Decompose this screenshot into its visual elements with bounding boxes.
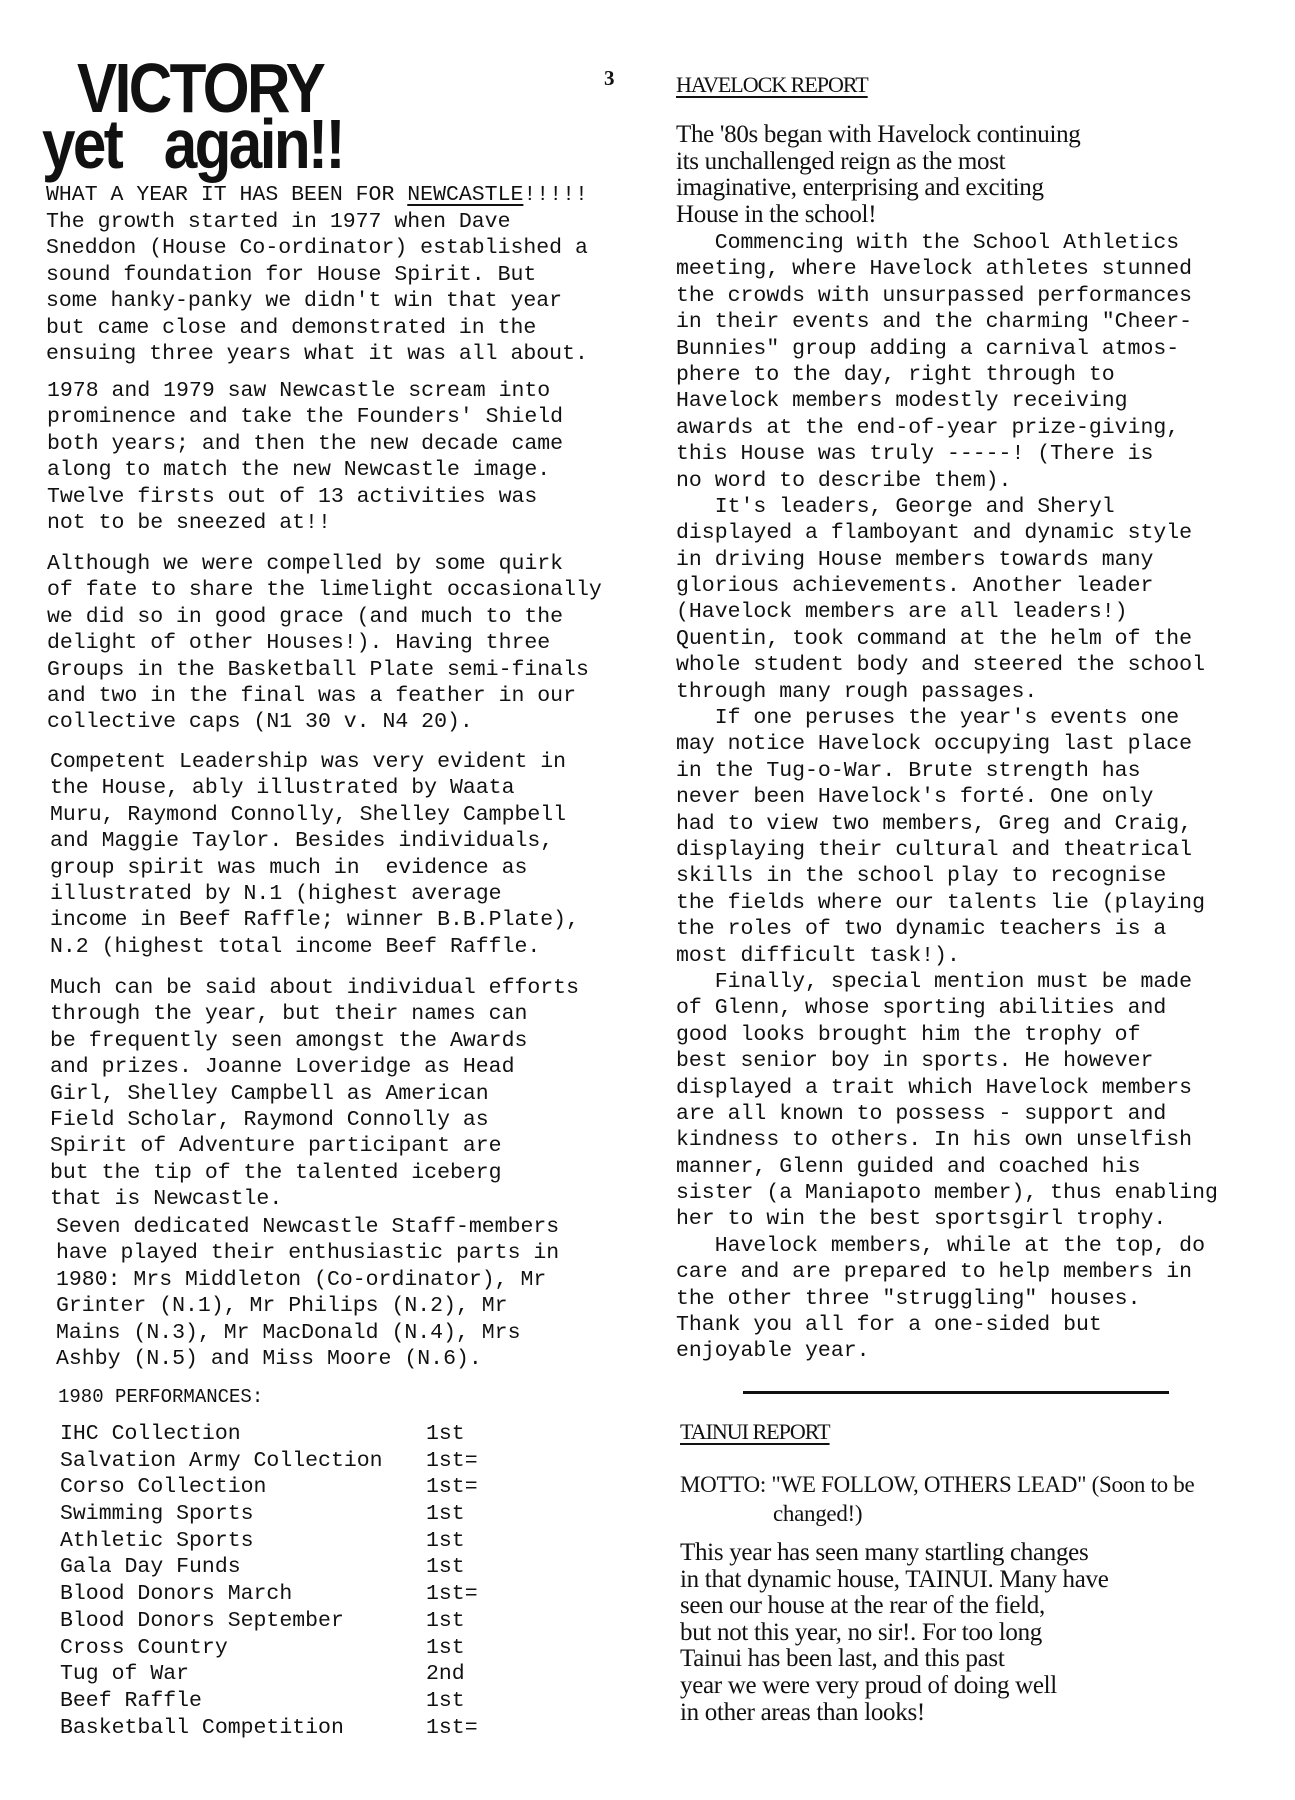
performance-event: Basketball Competition <box>60 1715 344 1740</box>
newcastle-intro <box>46 182 588 208</box>
text-line: meeting, where Havelock athletes stunned <box>676 257 1193 282</box>
performance-place: 1st <box>426 1688 465 1713</box>
performance-place: 1st <box>426 1422 465 1446</box>
performance-row <box>60 1715 478 1742</box>
text-line: displayed a trait which Havelock members <box>676 1075 1193 1100</box>
text-line: this House was truly -----! (There is <box>676 442 1154 467</box>
performance-event: Tug of War <box>60 1662 190 1687</box>
performance-event: Blood Donors March <box>60 1582 293 1607</box>
tainui-body <box>680 1540 1109 1726</box>
performance-place: 1st <box>426 1555 465 1580</box>
text-line: of fate to share the limelight occasionally <box>47 578 602 603</box>
text-line: Much can be said about individual efforts <box>50 976 579 1000</box>
text-line: never been Havelock's forté. One only <box>676 785 1154 810</box>
text-line: the roles of two dynamic teachers is a <box>676 917 1167 942</box>
text-line: illustrated by N.1 (highest average <box>50 881 502 906</box>
tainui-heading: TAINUI REPORT <box>680 1419 830 1444</box>
text-line: sister (a Maniapoto member), thus enabling <box>676 1181 1218 1206</box>
newcastle-para-3 <box>47 551 602 736</box>
newcastle-para-6 <box>56 1214 559 1372</box>
text-line: had to view two members, Greg and Craig, <box>676 811 1193 836</box>
text-line: It's leaders, George and Sheryl <box>676 494 1115 519</box>
text-line: not to be sneezed at!! <box>47 510 331 535</box>
text-line: and two in the final was a feather in our <box>47 683 576 708</box>
performance-row <box>60 1421 465 1448</box>
performance-event: Blood Donors September <box>60 1608 344 1633</box>
performance-row <box>60 1661 465 1688</box>
text-line: Havelock members modestly receiving <box>676 389 1128 414</box>
text-line: her to win the best sportsgirl trophy. <box>676 1207 1167 1232</box>
text-line: the House, ably illustrated by Waata <box>50 776 515 801</box>
text-line: displaying their cultural and theatrical <box>676 837 1193 862</box>
text-line: imaginative, enterprising and exciting <box>676 174 1044 202</box>
performance-place: 1st <box>426 1635 465 1660</box>
text-line: This year has seen many startling changes <box>680 1539 1089 1566</box>
text-line: prominence and take the Founders' Shield <box>47 405 564 430</box>
text-line: best senior boy in sports. He however <box>676 1049 1154 1074</box>
text-line: kindness to others. In his own unselfish <box>676 1128 1193 1153</box>
performance-row <box>60 1448 478 1475</box>
section-divider <box>743 1391 1169 1394</box>
newcastle-para-1 <box>46 209 588 367</box>
text-line: delight of other Houses!). Having three <box>47 631 551 656</box>
text-line: Spirit of Adventure participant are <box>50 1134 502 1159</box>
text-line: If one peruses the year's events one <box>676 706 1180 731</box>
headline-victory: VICTORY <box>77 49 324 127</box>
text-line: and prizes. Joanne Loveridge as Head <box>50 1055 515 1080</box>
text-line: through the year, but their names can <box>50 1002 528 1027</box>
text-line: in their events and the charming "Cheer- <box>676 310 1193 335</box>
intro-suffix: !!!!! <box>523 183 588 207</box>
headline-yet-again: yet again!! <box>42 105 343 183</box>
text-line: (Havelock members are all leaders!) <box>676 600 1128 625</box>
text-line: Sneddon (House Co-ordinator) established a <box>46 236 588 261</box>
text-line: Seven dedicated Newcastle Staff-members <box>56 1215 560 1239</box>
performance-event: Beef Raffle <box>60 1688 202 1713</box>
text-line: may notice Havelock occupying last place <box>676 732 1193 757</box>
text-line: both years; and then the new decade came <box>47 431 564 456</box>
text-line: care and are prepared to help members in <box>676 1260 1193 1285</box>
text-line: Grinter (N.1), Mr Philips (N.2), Mr <box>56 1294 508 1319</box>
performance-row <box>60 1688 465 1715</box>
performance-event: Gala Day Funds <box>60 1555 241 1580</box>
newcastle-para-2 <box>47 378 563 536</box>
text-line: good looks brought him the trophy of <box>676 1022 1141 1047</box>
performance-row <box>60 1635 465 1662</box>
newcastle-para-5 <box>50 975 579 1213</box>
performance-row <box>60 1581 478 1608</box>
text-line: in driving House members towards many <box>676 547 1154 572</box>
text-line: awards at the end-of-year prize-giving, <box>676 415 1180 440</box>
text-line: glorious achievements. Another leader <box>676 574 1154 599</box>
performance-event: Salvation Army Collection <box>60 1448 383 1473</box>
text-line: Ashby (N.5) and Miss Moore (N.6). <box>56 1346 482 1371</box>
text-line: but came close and demonstrated in the <box>46 315 537 340</box>
text-line: Competent Leadership was very evident in <box>50 750 567 774</box>
text-line: skills in the school play to recognise <box>676 864 1167 889</box>
text-line: Quentin, took command at the helm of the <box>676 626 1193 651</box>
text-line: 1978 and 1979 saw Newcastle scream into <box>47 379 551 403</box>
text-line: and Maggie Taylor. Besides individuals, <box>50 829 554 854</box>
text-line: Muru, Raymond Connolly, Shelley Campbell <box>50 802 567 827</box>
intro-newcastle: NEWCASTLE <box>407 183 524 207</box>
text-line: Bunnies" group adding a carnival atmos- <box>676 336 1180 361</box>
text-line: 1980: Mrs Middleton (Co-ordinator), Mr <box>56 1267 547 1292</box>
text-line: seen our house at the rear of the field, <box>680 1592 1045 1620</box>
text-line: but the tip of the talented iceberg <box>50 1160 502 1185</box>
text-line: income in Beef Raffle; winner B.B.Plate), <box>50 908 579 933</box>
text-line: have played their enthusiastic parts in <box>56 1241 560 1266</box>
performance-event: Corso Collection <box>60 1475 267 1500</box>
text-line: in that dynamic house, TAINUI. Many have <box>680 1565 1109 1593</box>
text-line: that is Newcastle. <box>50 1187 283 1212</box>
text-line: the crowds with unsurpassed performances <box>676 283 1193 308</box>
text-line: The '80s began with Havelock continuing <box>676 121 1081 148</box>
performance-event: Athletic Sports <box>60 1528 254 1553</box>
text-line: Havelock members, while at the top, do <box>676 1233 1205 1258</box>
text-line: are all known to possess - support and <box>676 1101 1167 1126</box>
text-line: through many rough passages. <box>676 679 1038 704</box>
performance-place: 1st <box>426 1608 465 1633</box>
performance-row <box>60 1554 465 1581</box>
text-line: Thank you all for a one-sided but <box>676 1313 1102 1338</box>
text-line: but not this year, no sir!. For too long <box>680 1618 1042 1646</box>
performance-row <box>60 1608 465 1635</box>
performance-place: 1st= <box>426 1582 478 1607</box>
tainui-motto: MOTTO: "WE FOLLOW, OTHERS LEAD" (Soon to be <box>680 1472 1195 1497</box>
performance-event: Swimming Sports <box>60 1502 254 1527</box>
havelock-heading: HAVELOCK REPORT <box>676 72 868 97</box>
performance-place: 1st= <box>426 1715 478 1740</box>
text-line: Mains (N.3), Mr MacDonald (N.4), Mrs <box>56 1320 521 1345</box>
text-line: Tainui has been last, and this past <box>680 1645 1005 1673</box>
text-line: no word to describe them). <box>676 468 1012 493</box>
text-line: year we were very proud of doing well <box>680 1671 1057 1699</box>
text-line: most difficult task!). <box>676 943 960 968</box>
text-line: The growth started in 1977 when Dave <box>46 210 511 234</box>
havelock-intro <box>676 122 1081 228</box>
text-line: N.2 (highest total income Beef Raffle. <box>50 934 541 959</box>
text-line: its unchallenged reign as the most <box>676 147 1006 175</box>
performance-place: 1st <box>426 1528 465 1553</box>
text-line: ensuing three years what it was all about. <box>46 341 588 366</box>
performance-place: 1st= <box>426 1448 478 1473</box>
performance-event: Cross Country <box>60 1635 228 1660</box>
text-line: group spirit was much in evidence as <box>50 855 528 880</box>
text-line: collective caps (N1 30 v. N4 20). <box>47 710 473 735</box>
text-line: Groups in the Basketball Plate semi-finals <box>47 657 589 682</box>
text-line: House in the school! <box>676 200 877 228</box>
performance-row <box>60 1528 465 1555</box>
text-line: whole student body and steered the school <box>676 653 1205 678</box>
text-line: sound foundation for House Spirit. But <box>46 262 537 287</box>
page-number: 3 <box>604 66 615 90</box>
text-line: we did so in good grace (and much to the <box>47 604 564 629</box>
text-line: in the Tug-o-War. Brute strength has <box>676 758 1141 783</box>
text-line: in other areas than looks! <box>680 1698 925 1726</box>
text-line: Commencing with the School Athletics <box>676 231 1180 255</box>
newcastle-para-4 <box>50 749 579 960</box>
text-line: enjoyable year. <box>676 1339 870 1364</box>
performance-place: 2nd <box>426 1662 465 1687</box>
performances-heading: 1980 PERFORMANCES: <box>58 1386 264 1408</box>
performance-place: 1st= <box>426 1475 478 1500</box>
text-line: be frequently seen amongst the Awards <box>50 1028 528 1053</box>
text-line: the fields where our talents lie (playing <box>676 890 1205 915</box>
text-line: some hanky-panky we didn't win that year <box>46 289 563 314</box>
text-line: along to match the new Newcastle image. <box>47 458 551 483</box>
text-line: of Glenn, whose sporting abilities and <box>676 996 1167 1021</box>
text-line: the other three "struggling" houses. <box>676 1286 1141 1311</box>
text-line: Twelve firsts out of 13 activities was <box>47 484 538 509</box>
performance-row <box>60 1474 478 1501</box>
intro-prefix: WHAT A YEAR IT HAS BEEN FOR <box>46 183 408 207</box>
tainui-motto-cont: changed!) <box>773 1501 863 1526</box>
performance-row <box>60 1501 465 1528</box>
performances-table <box>60 1421 478 1741</box>
text-line: Field Scholar, Raymond Connolly as <box>50 1107 489 1132</box>
text-line: displayed a flamboyant and dynamic style <box>676 521 1193 546</box>
performance-event: IHC Collection <box>60 1422 241 1446</box>
havelock-body <box>676 230 1218 1365</box>
text-line: manner, Glenn guided and coached his <box>676 1154 1141 1179</box>
performance-place: 1st <box>426 1502 465 1527</box>
text-line: Although we were compelled by some quirk <box>47 552 564 576</box>
text-line: Finally, special mention must be made <box>676 969 1193 994</box>
text-line: Girl, Shelley Campbell as American <box>50 1081 489 1106</box>
text-line: phere to the day, right through to <box>676 362 1115 387</box>
